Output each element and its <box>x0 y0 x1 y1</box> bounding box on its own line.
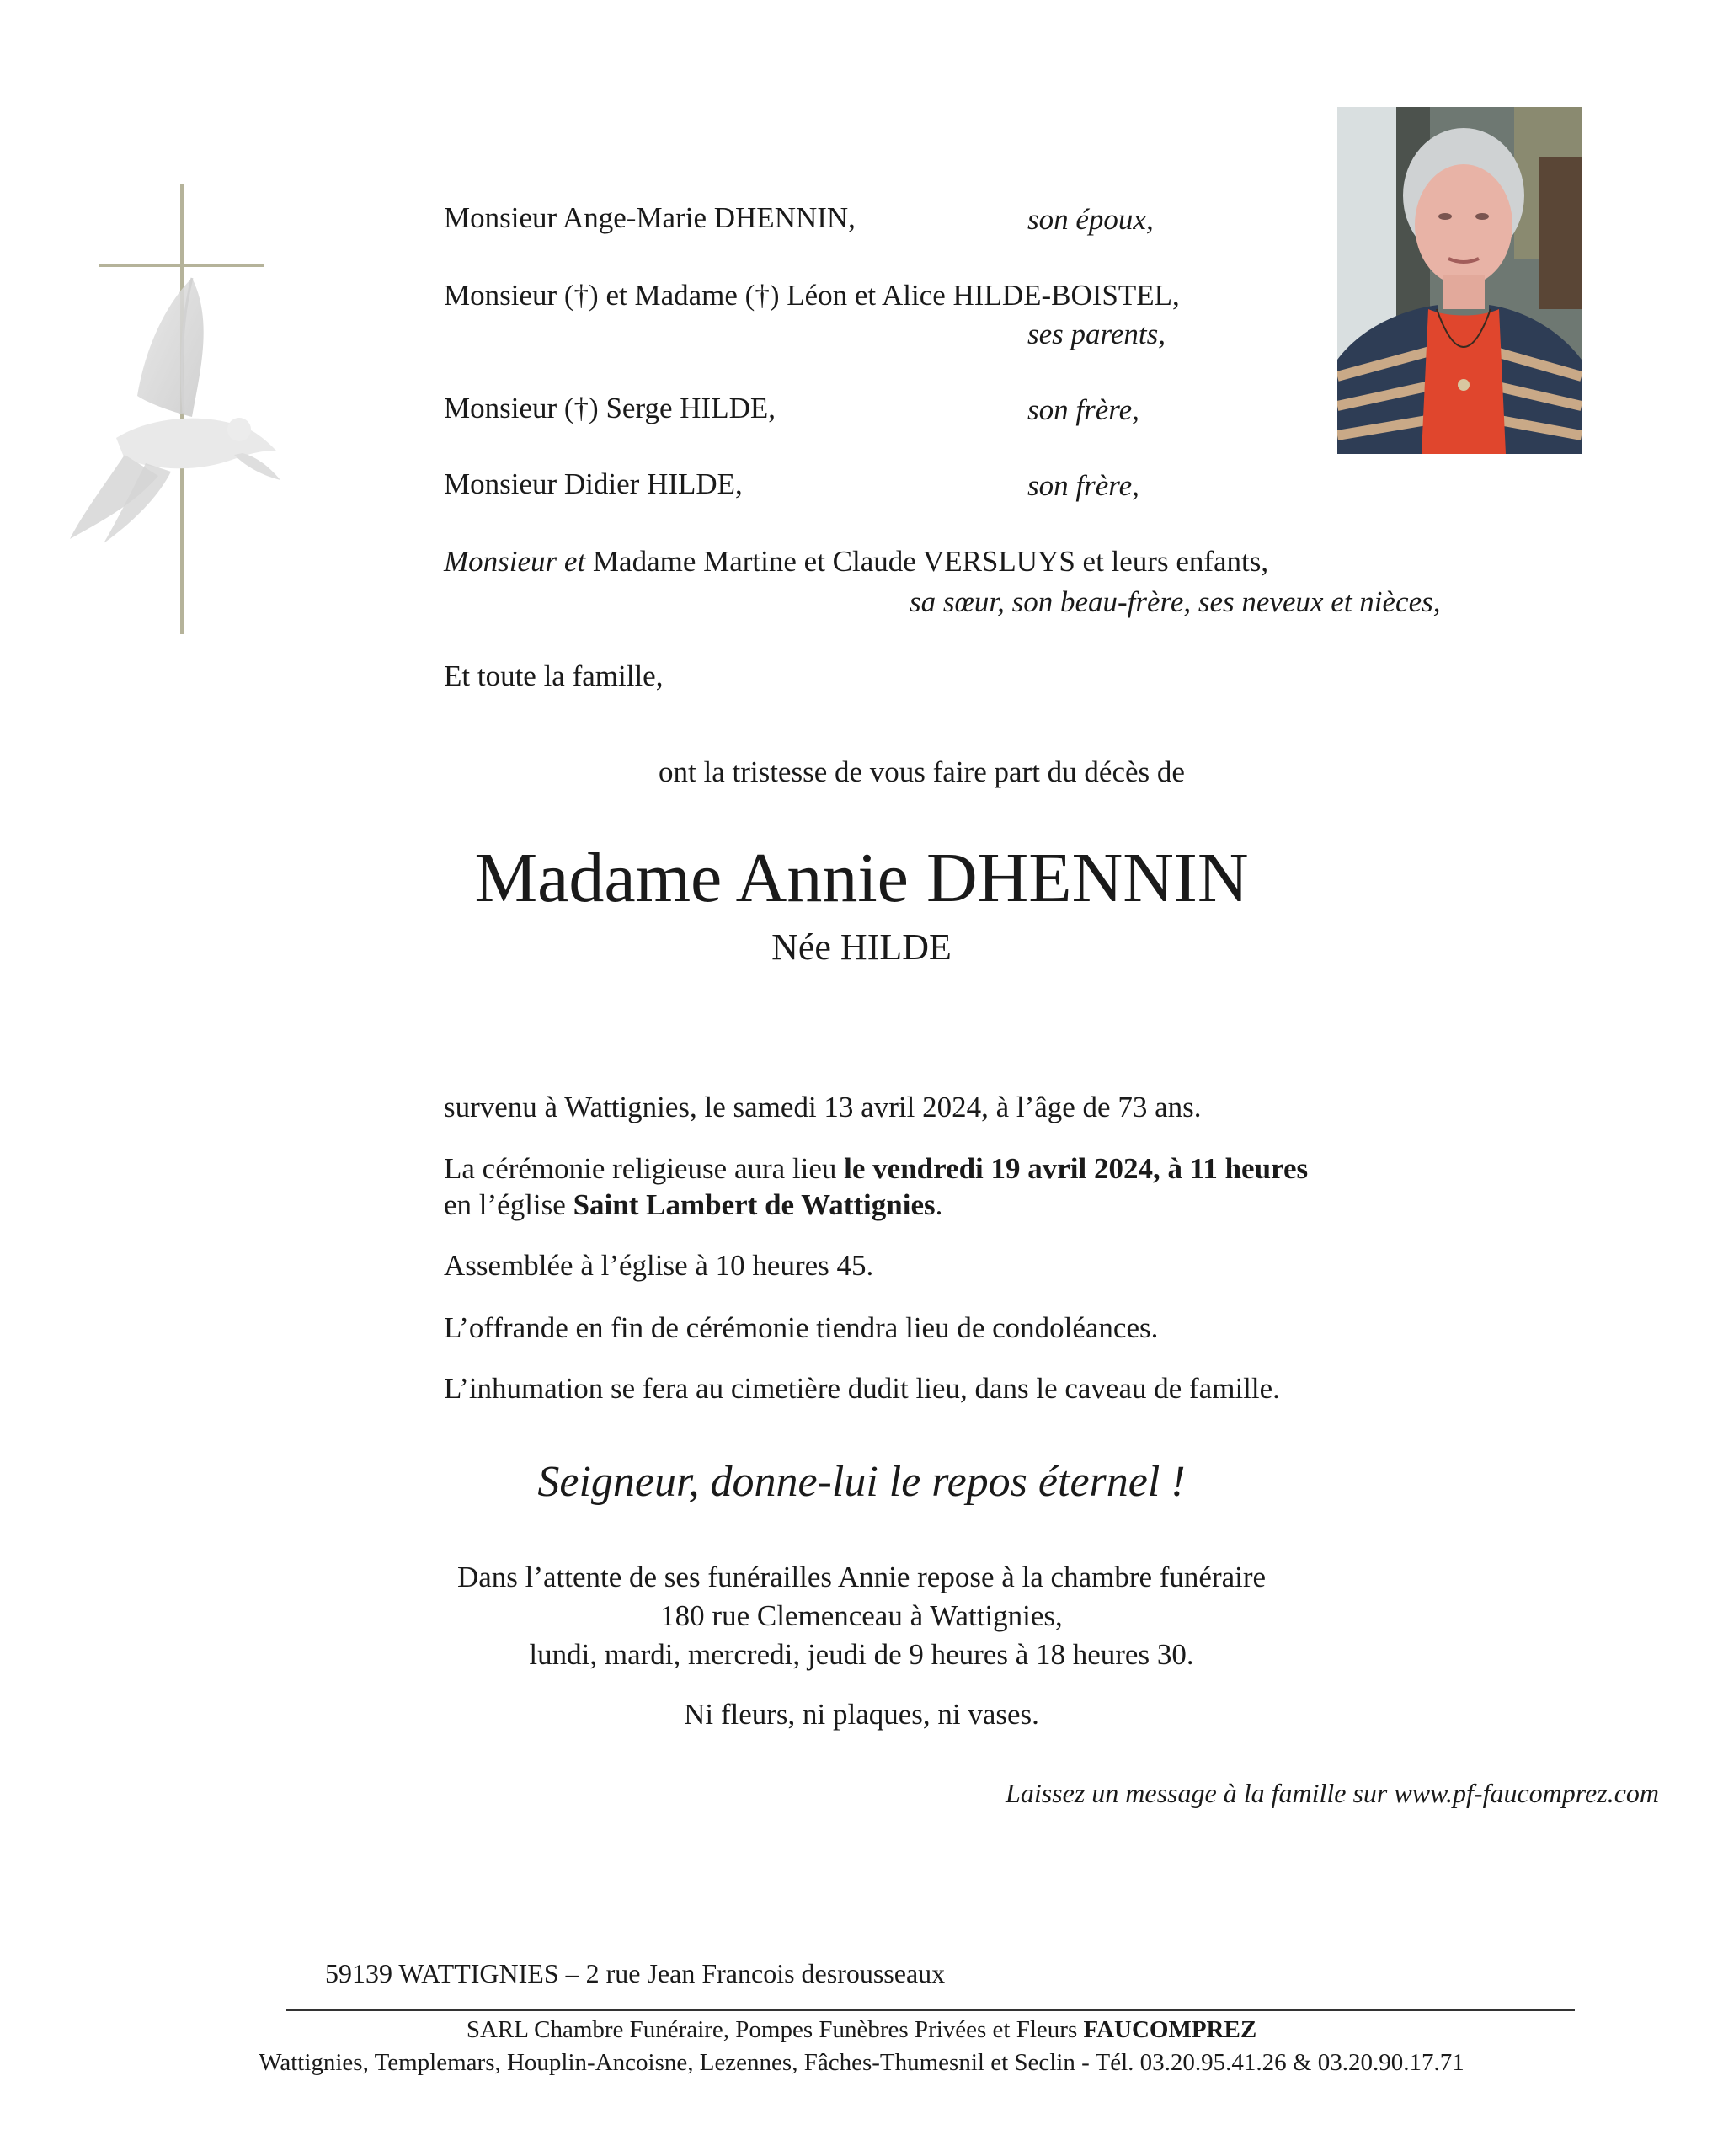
offering-text: L’offrande en fin de cérémonie tiendra lieu de condoléances. <box>444 1311 1159 1344</box>
no-flowers-text: Ni fleurs, ni plaques, ni vases. <box>684 1698 1039 1731</box>
ceremony-prefix: La cérémonie religieuse aura lieu <box>444 1152 845 1185</box>
family-member-name: Monsieur Ange-Marie DHENNIN, <box>444 201 856 234</box>
footer-company <box>0 2015 1723 2045</box>
family-member-role: son frère, <box>1027 469 1139 502</box>
footer-divider <box>286 2009 1575 2011</box>
family-member-role: son frère, <box>1027 393 1139 426</box>
footer-address: 59139 WATTIGNIES – 2 rue Jean Francois desrousseaux <box>325 1958 946 1988</box>
assembly-text: Assemblée à l’église à 10 heures 45. <box>444 1249 874 1282</box>
family-member-title-italic: Monsieur et <box>444 545 586 578</box>
church-line <box>444 1187 942 1223</box>
family-member-role: son époux, <box>1027 203 1154 236</box>
wake-line-2: 180 rue Clemenceau à Wattignies, <box>660 1599 1063 1632</box>
portrait-photo <box>1337 107 1582 454</box>
burial-text: L’inhumation se fera au cimetière dudit lieu, dans le caveau de famille. <box>444 1372 1280 1405</box>
footer-towns: Wattignies, Templemars, Houplin-Ancoisne, Lezennes, Fâches-Thumesnil et Seclin - Tél. 03.20.95.41.26 & 03.20.90.17.71 <box>259 2049 1464 2076</box>
death-notice: survenu à Wattignies, le samedi 13 avril 2024, à l’âge de 73 ans. <box>444 1091 1202 1123</box>
church-prefix: en l’église <box>444 1188 573 1221</box>
ceremony-line <box>444 1151 1308 1187</box>
dove-icon <box>66 270 285 547</box>
family-member-entry <box>444 544 1268 579</box>
family-member-role: sa sœur, son beau-frère, ses neveux et nièces, <box>910 585 1441 618</box>
ceremony-date: le vendredi 19 avril 2024, à 11 heures <box>844 1152 1309 1185</box>
announcement-text: ont la tristesse de vous faire part du décès de <box>659 755 1185 788</box>
church-name: Saint Lambert de Wattignies <box>573 1188 936 1221</box>
family-member-name: Monsieur Didier HILDE, <box>444 467 743 500</box>
wake-line-3: lundi, mardi, mercredi, jeudi de 9 heures à 18 heures 30. <box>529 1638 1194 1671</box>
family-member-name: Madame Martine et Claude VERSLUYS et leurs enfants, <box>585 545 1269 578</box>
family-member-name: Monsieur (†) Serge HILDE, <box>444 392 776 424</box>
wake-line-1: Dans l’attente de ses funérailles Annie repose à la chambre funéraire <box>456 1561 1267 1593</box>
message-link[interactable]: Laissez un message à la famille sur www.pf-faucomprez.com <box>1006 1778 1659 1808</box>
company-prefix: SARL Chambre Funéraire, Pompes Funèbres Privées et Fleurs <box>466 2016 1084 2043</box>
cross-horizontal-bar <box>99 264 264 267</box>
family-member-role: ses parents, <box>1027 318 1166 350</box>
family-closing: Et toute la famille, <box>444 659 664 692</box>
deceased-name: Madame Annie DHENNIN <box>474 839 1249 917</box>
prayer-text: Seigneur, donne-lui le repos éternel ! <box>537 1458 1186 1506</box>
church-suffix: . <box>935 1188 943 1221</box>
company-name: FAUCOMPREZ <box>1083 2016 1257 2043</box>
maiden-name: Née HILDE <box>771 926 952 968</box>
family-member-name: Monsieur (†) et Madame (†) Léon et Alice HILDE-BOISTEL, <box>444 279 1180 312</box>
